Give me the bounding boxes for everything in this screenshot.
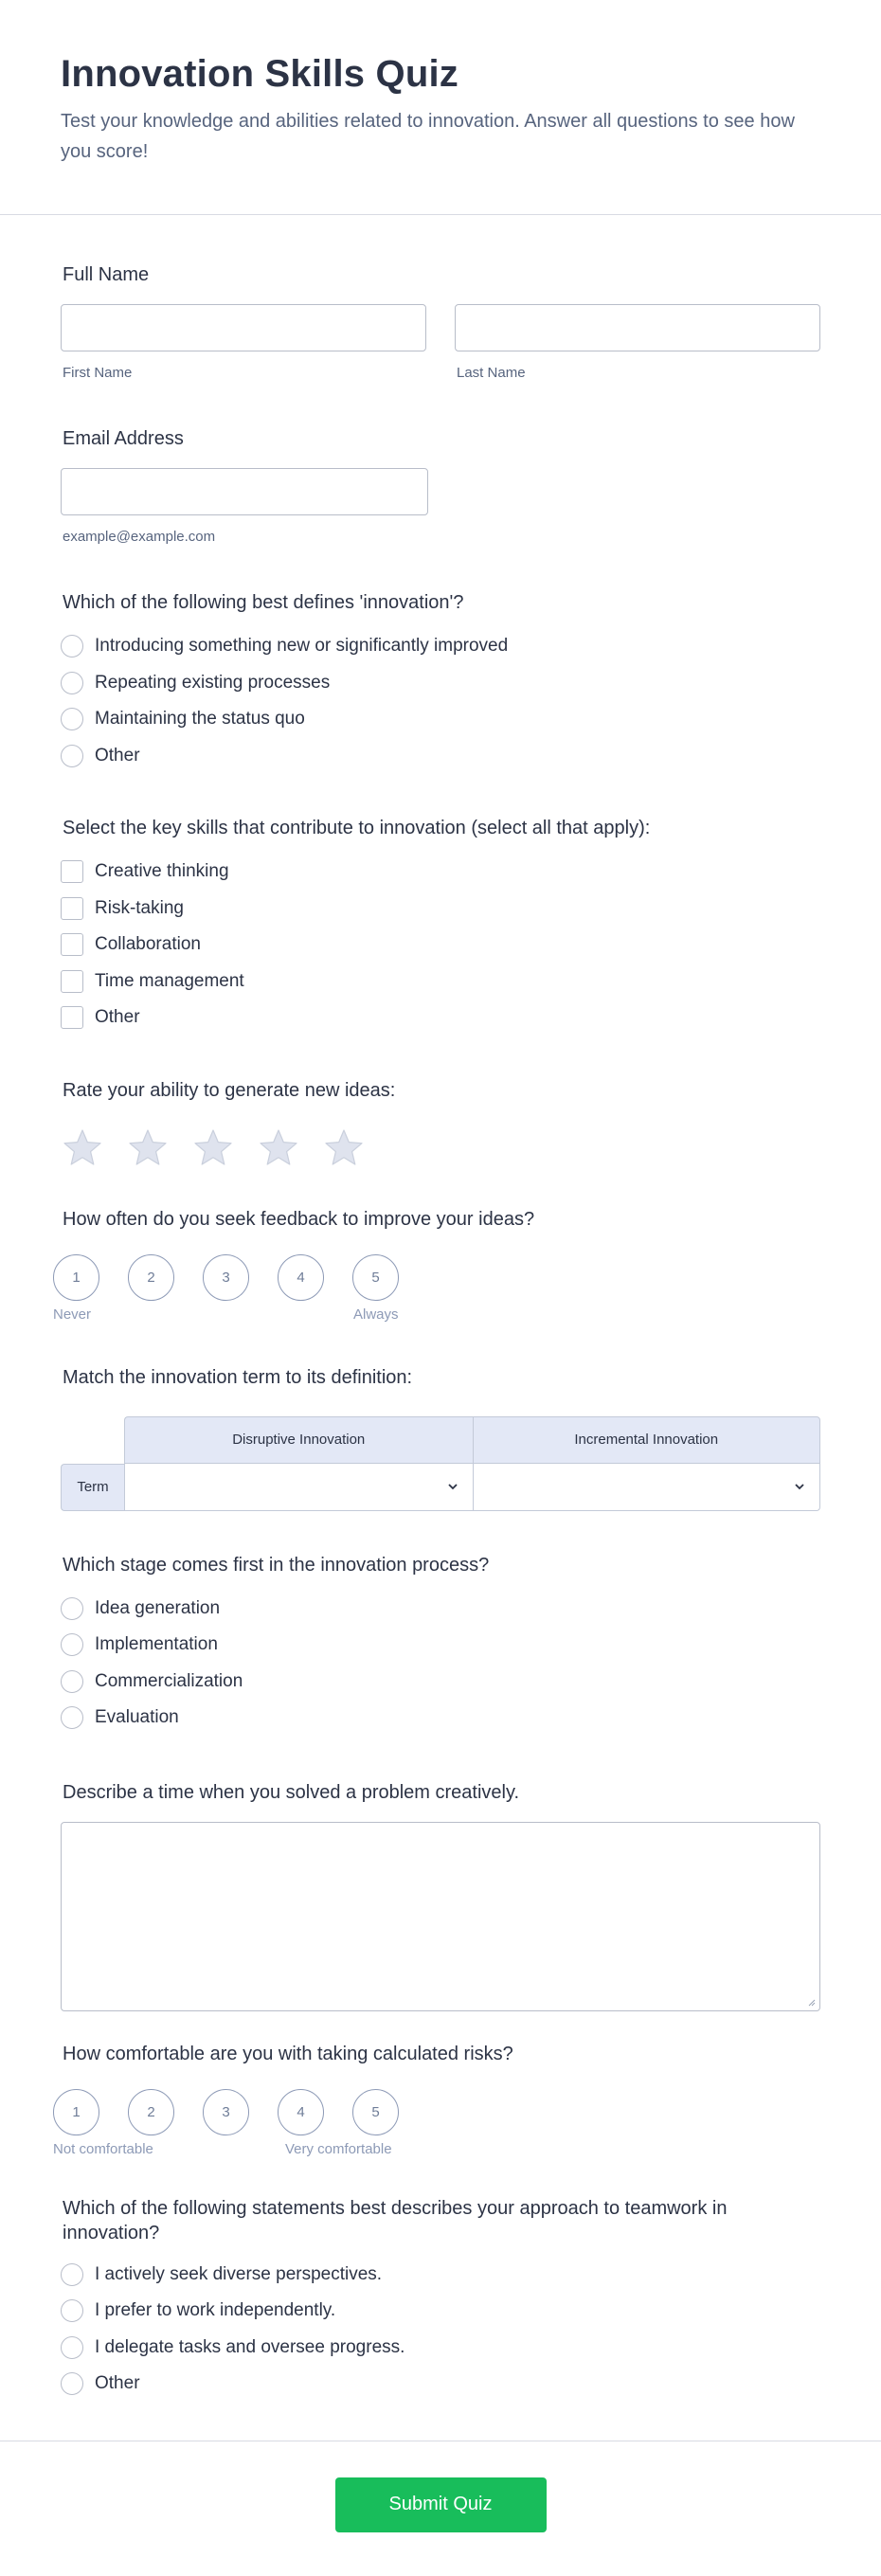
radio-button[interactable]: [61, 708, 83, 730]
star-icon[interactable]: [323, 1127, 365, 1169]
last-name-input[interactable]: [455, 304, 820, 351]
radio-option[interactable]: [61, 2293, 820, 2330]
option-label: Time management: [95, 970, 244, 991]
scale-option[interactable]: 2: [128, 1254, 174, 1301]
radio-button[interactable]: [61, 1670, 83, 1693]
option-label: Maintaining the status quo: [95, 709, 305, 730]
form-header: [0, 0, 881, 215]
key-skills-question: [61, 816, 820, 1036]
option-label: Other: [95, 2373, 140, 2394]
scale-option[interactable]: 1: [53, 2089, 99, 2135]
checkbox-option[interactable]: [61, 854, 820, 891]
matrix-column-header: Incremental Innovation: [473, 1416, 821, 1464]
option-label: Collaboration: [95, 934, 201, 955]
radio-button[interactable]: [61, 2336, 83, 2359]
scale-min-label: Never: [53, 1306, 92, 1323]
radio-option[interactable]: [61, 2330, 820, 2367]
form-description: Test your knowledge and abilities related to innovation. Answer all questions to see how you score!: [61, 111, 795, 162]
star-icon[interactable]: [127, 1127, 169, 1169]
checkbox-option[interactable]: [61, 891, 820, 928]
option-label: I delegate tasks and oversee progress.: [95, 2336, 405, 2357]
scale-option[interactable]: 4: [278, 2089, 324, 2135]
option-label: Commercialization: [95, 1670, 243, 1691]
radio-button[interactable]: [61, 1706, 83, 1729]
key-skills-label: Select the key skills that contribute to innovation (select all that apply):: [63, 818, 651, 838]
matrix-dropdown[interactable]: [124, 1464, 473, 1511]
scale-option[interactable]: 5: [352, 2089, 399, 2135]
checkbox-option[interactable]: [61, 964, 820, 1000]
radio-option[interactable]: [61, 738, 820, 775]
match-question: [61, 1365, 820, 1511]
option-label: Implementation: [95, 1634, 218, 1655]
checkbox-option[interactable]: [61, 1000, 820, 1036]
radio-button[interactable]: [61, 2263, 83, 2286]
describe-textarea[interactable]: [61, 1822, 820, 2011]
radio-option[interactable]: [61, 1591, 820, 1628]
resize-grip-icon[interactable]: [806, 1997, 816, 2007]
risk-label: How comfortable are you with taking calculated risks?: [63, 2043, 513, 2064]
checkbox[interactable]: [61, 897, 83, 920]
chevron-down-icon: [446, 1480, 459, 1493]
first-name-sublabel: First Name: [63, 365, 133, 381]
scale-option[interactable]: 4: [278, 1254, 324, 1301]
radio-button[interactable]: [61, 635, 83, 658]
submit-quiz-button[interactable]: Submit Quiz: [335, 2477, 547, 2532]
email-sublabel: example@example.com: [63, 529, 216, 545]
star-icon[interactable]: [192, 1127, 234, 1169]
radio-option[interactable]: [61, 1627, 820, 1664]
radio-option[interactable]: [61, 701, 820, 738]
matrix-table: [61, 1416, 820, 1511]
option-label: Other: [95, 1007, 140, 1028]
star-icon[interactable]: [62, 1127, 103, 1169]
teamwork-question: [61, 2196, 820, 2403]
chevron-down-icon: [793, 1480, 806, 1493]
option-label: Risk-taking: [95, 897, 184, 918]
feedback-question: [53, 1207, 820, 1329]
email-label: Email Address: [63, 428, 184, 449]
option-label: I prefer to work independently.: [95, 2300, 336, 2321]
define-innovation-label: Which of the following best defines 'innovation'?: [63, 592, 464, 613]
first-name-input[interactable]: [61, 304, 426, 351]
form-title: Innovation Skills Quiz: [61, 53, 459, 95]
stage-label: Which stage comes first in the innovation process?: [63, 1554, 490, 1576]
radio-option[interactable]: [61, 1664, 820, 1701]
quiz-form: [0, 262, 881, 2403]
rating-question: [61, 1078, 820, 1169]
define-innovation-question: [61, 590, 820, 774]
rating-label: Rate your ability to generate new ideas:: [63, 1079, 396, 1101]
radio-option[interactable]: [61, 2257, 820, 2294]
teamwork-label: Which of the following statements best describes your approach to teamwork in innovation?: [63, 2197, 728, 2243]
matrix-row-label: Term: [61, 1464, 124, 1511]
scale-option[interactable]: 3: [203, 2089, 249, 2135]
radio-button[interactable]: [61, 2372, 83, 2395]
describe-label: Describe a time when you solved a problem creatively.: [63, 1781, 520, 1803]
option-label: Other: [95, 745, 140, 766]
matrix-column-header: Disruptive Innovation: [124, 1416, 473, 1464]
full-name-question: [61, 262, 820, 381]
checkbox-option[interactable]: [61, 927, 820, 964]
form-footer: [0, 2441, 881, 2576]
option-label: I actively seek diverse perspectives.: [95, 2263, 383, 2284]
scale-max-label: Always: [353, 1306, 399, 1323]
scale-option[interactable]: 1: [53, 1254, 99, 1301]
radio-option[interactable]: [61, 665, 820, 702]
risk-question: [53, 2042, 820, 2164]
option-label: Repeating existing processes: [95, 672, 331, 693]
radio-button[interactable]: [61, 2299, 83, 2322]
option-label: Introducing something new or significantly improved: [95, 636, 509, 657]
match-label: Match the innovation term to its definition:: [63, 1366, 413, 1388]
scale-min-label: Not comfortable: [53, 2140, 153, 2157]
feedback-label: How often do you seek feedback to improve your ideas?: [63, 1208, 535, 1230]
stage-question: [61, 1553, 820, 1737]
radio-option[interactable]: [61, 1700, 820, 1737]
radio-option[interactable]: [61, 628, 820, 665]
star-rating: [62, 1127, 820, 1169]
email-question: [61, 426, 820, 545]
checkbox[interactable]: [61, 970, 83, 993]
checkbox[interactable]: [61, 860, 83, 883]
radio-option[interactable]: [61, 2366, 820, 2403]
email-input[interactable]: [61, 468, 428, 515]
star-icon[interactable]: [258, 1127, 299, 1169]
last-name-sublabel: Last Name: [457, 365, 526, 381]
matrix-dropdown[interactable]: [473, 1464, 821, 1511]
checkbox[interactable]: [61, 1006, 83, 1029]
option-label: Idea generation: [95, 1597, 221, 1618]
full-name-label: Full Name: [63, 264, 150, 285]
scale-max-label: Very comfortable: [285, 2140, 392, 2157]
scale-option[interactable]: 5: [352, 1254, 399, 1301]
option-label: Evaluation: [95, 1707, 179, 1728]
scale-option[interactable]: 3: [203, 1254, 249, 1301]
option-label: Creative thinking: [95, 861, 229, 882]
scale-option[interactable]: 2: [128, 2089, 174, 2135]
describe-question: [61, 1780, 820, 2011]
radio-button[interactable]: [61, 1633, 83, 1656]
checkbox[interactable]: [61, 933, 83, 956]
radio-button[interactable]: [61, 745, 83, 767]
radio-button[interactable]: [61, 672, 83, 694]
radio-button[interactable]: [61, 1597, 83, 1620]
